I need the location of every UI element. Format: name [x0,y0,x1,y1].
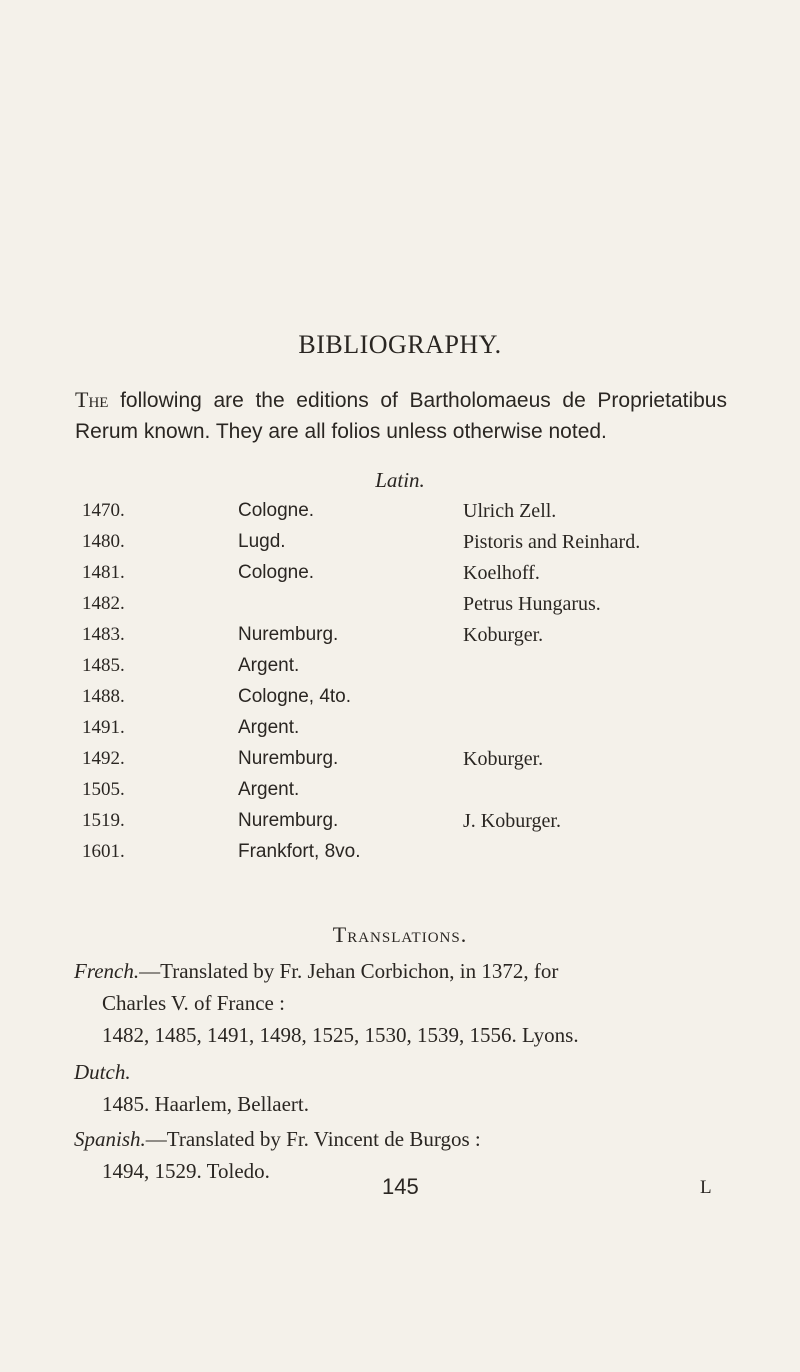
translation-french [74,955,734,1051]
edition-year: 1483. [82,624,125,645]
edition-year: 1481. [82,562,125,583]
signature-mark: L [700,1177,712,1198]
translation-language: Spanish. [74,1127,146,1151]
edition-place: Cologne. [238,500,315,521]
edition-printer: Koelhoff. [463,562,540,584]
edition-year: 1601. [82,841,125,862]
edition-printer: Pistoris and Reinhard. [463,531,641,553]
latin-section-title: Latin. [375,468,425,492]
edition-row [0,593,800,623]
edition-place: Argent. [238,717,300,738]
edition-year: 1505. [82,779,125,800]
translation-language: Dutch. [74,1060,131,1084]
translation-editions: 1485. Haarlem, Bellaert. [102,1092,310,1116]
intro-paragraph [75,384,727,447]
edition-printer: Petrus Hungarus. [463,593,601,615]
edition-place: Nuremburg. [238,624,339,645]
edition-year: 1482. [82,593,125,614]
edition-printer: Ulrich Zell. [463,500,557,522]
edition-printer: Koburger. [463,748,544,770]
edition-place: Cologne, 4to. [238,686,352,707]
translation-note-continued: Charles V. of France : [102,991,285,1015]
edition-year: 1488. [82,686,125,707]
edition-year: 1480. [82,531,125,552]
edition-row [0,686,800,716]
edition-year: 1492. [82,748,125,769]
edition-place: Lugd. [238,531,286,552]
edition-year: 1470. [82,500,125,521]
edition-row [0,841,800,871]
page-heading: BIBLIOGRAPHY. [298,330,502,359]
translation-dutch [74,1056,734,1120]
edition-row [0,624,800,654]
edition-place: Nuremburg. [238,748,339,769]
translation-language: French. [74,959,140,983]
edition-place: Frankfort, 8vo. [238,841,361,862]
intro-lead-word: The [75,387,109,412]
edition-row [0,655,800,685]
translations-section-title: Translations. [332,922,468,947]
edition-year: 1519. [82,810,125,831]
edition-place: Cologne. [238,562,315,583]
edition-row [0,500,800,530]
translation-editions: 1482, 1485, 1491, 1498, 1525, 1530, 1539, 1556. Lyons. [102,1023,579,1047]
edition-place: Argent. [238,779,300,800]
edition-row [0,717,800,747]
edition-row [0,562,800,592]
translation-editions: 1494, 1529. Toledo. [102,1159,270,1183]
edition-place: Nuremburg. [238,810,339,831]
translation-note: —Translated by Fr. Jehan Corbichon, in 1372, for [139,959,559,983]
translation-note: —Translated by Fr. Vincent de Burgos : [145,1127,481,1151]
edition-row [0,810,800,840]
intro-text: following are the editions of Bartholomaeus de Proprietatibus Rerum known. They are all folios unless otherwise noted. [75,389,727,443]
edition-place: Argent. [238,655,300,676]
edition-year: 1491. [82,717,125,738]
edition-printer: Koburger. [463,624,544,646]
edition-year: 1485. [82,655,125,676]
edition-row [0,531,800,561]
edition-row [0,748,800,778]
edition-printer: J. Koburger. [463,810,561,832]
page-number: 145 [382,1174,419,1199]
edition-row [0,779,800,809]
